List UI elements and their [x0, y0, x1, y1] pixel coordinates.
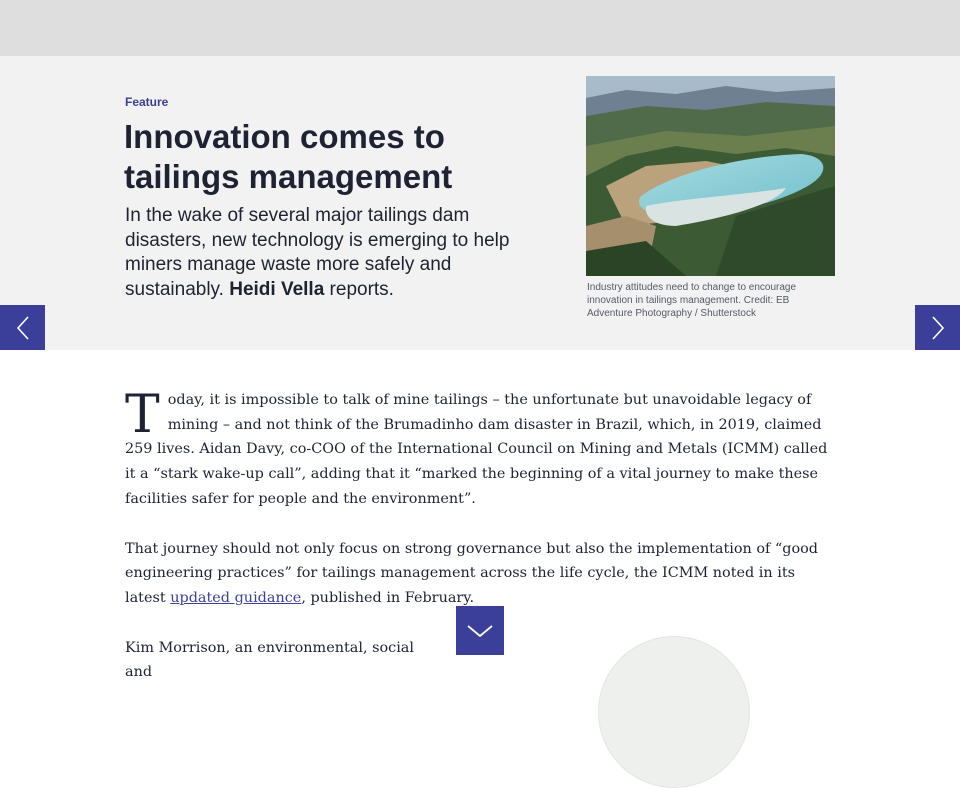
top-bar — [0, 0, 960, 56]
hero-image — [586, 76, 835, 276]
paragraph-2-text-after: , published in February. — [301, 589, 475, 606]
chevron-right-icon — [930, 315, 946, 341]
updated-guidance-link[interactable]: updated guidance — [170, 589, 302, 606]
author-name[interactable]: Heidi Vella — [229, 278, 325, 300]
scroll-down-button[interactable] — [456, 606, 504, 655]
previous-article-button[interactable] — [0, 305, 45, 350]
inline-graphic — [598, 636, 750, 788]
next-article-button[interactable] — [915, 305, 960, 350]
article-kicker: Feature — [125, 95, 169, 109]
paragraph-1-text: oday, it is impossible to talk of mine tailings – the unfortunate but unavoidable legacy of mining – and not think of the Brumadinho dam disaster in Brazil, which, in 2019, claimed 259 lives. Aidan Davy, co-COO of the International Council on Mining and Metals (ICMM) called it a “stark wake-up call”, adding that it “marked the beginning of a vital journey to make these facilities safer for people and the environment”. — [125, 392, 828, 507]
article-standfirst — [125, 204, 555, 302]
drop-cap: T — [125, 385, 160, 445]
chevron-left-icon — [15, 315, 31, 341]
article-paragraph-3: Kim Morrison, an environmental, social and — [125, 639, 414, 681]
image-caption: Industry attitudes need to change to encourage innovation in tailings management. Credit: EB Adventure Photography / Shutterstock — [587, 282, 797, 319]
article-headline: Innovation comes to tailings management — [124, 118, 453, 195]
paragraph-2-text-before: That journey should not only focus on strong governance but also the implementation of “good engineering practices” for tailings management across the life cycle, the ICMM noted in its latest — [125, 540, 819, 606]
article-paragraph-2 — [125, 537, 835, 611]
standfirst-text: In the wake of several major tailings dam disasters, new technology is emerging to help miners manage waste more safely and sustainably. — [125, 205, 510, 300]
chevron-down-icon — [466, 623, 494, 639]
article-paragraph-1 — [125, 385, 835, 512]
standfirst-reports: reports. — [329, 278, 394, 300]
